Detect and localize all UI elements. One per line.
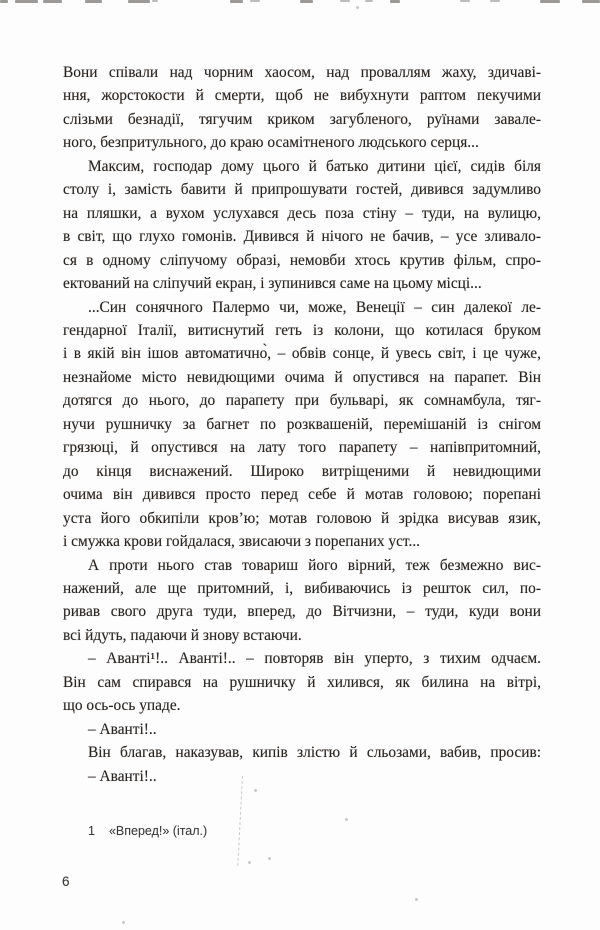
scan-artifact xyxy=(128,0,150,3)
text-line: ння, жорстокости й смерти, щоб не вибухнути раптом пекучими xyxy=(63,87,541,105)
text-line: дотягся до нього, до парапету при бульварі, як сомнамбула, тяг- xyxy=(63,392,541,410)
text-line: ся в одному сліпучому образі, немовби хтось крутив фільм, спро- xyxy=(63,251,541,269)
scan-artifact xyxy=(250,0,260,2)
dust-speck xyxy=(345,818,348,821)
text-line: – Аванті¹!.. Аванті!.. – повторяв він уперто, з тихим одчаєм. xyxy=(88,650,541,668)
dust-speck xyxy=(356,6,359,9)
text-line: очима він дивився просто перед себе й мотав головою; порепані xyxy=(63,486,541,504)
scan-artifact xyxy=(540,0,560,3)
text-line: Максим, господар дому цього й батько дитини цієї, сидів біля xyxy=(88,157,541,175)
text-line: ривав свого друга туди, вперед, до Вітчизни, – туди, куди вони xyxy=(63,603,541,621)
scan-artifact xyxy=(490,0,500,2)
scan-artifact xyxy=(0,0,8,3)
footnote-text: «Вперед!» (італ.) xyxy=(108,824,208,838)
text-line: гендарної Італії, витиснутий геть із колони, що котилася бруком xyxy=(63,321,541,339)
text-line: нажений, але ще притомний, і, вибиваючись із решток сил, по- xyxy=(63,579,541,597)
text-line: і в якій він ішов автоматично̀, – обвів сонце, й увесь світ, і це чуже, xyxy=(63,345,541,363)
text-line: грязюці, й опустився на лату того парапету – напівпритомний, xyxy=(63,439,541,457)
scan-artifact xyxy=(43,0,62,3)
scan-artifact xyxy=(152,0,158,2)
text-line: ...Син сонячного Палермо чи, може, Венеції – син далекої ле- xyxy=(88,298,541,316)
scan-artifact xyxy=(460,0,470,2)
body-text xyxy=(63,61,541,788)
scan-crease-artifact xyxy=(237,776,243,866)
text-line: нучи рушничку за багнет по розквашеній, перемішаній із снігом xyxy=(63,415,541,433)
scan-artifact xyxy=(365,0,373,2)
text-line: незнайоме місто невидющими очима й опустився на парапет. Він xyxy=(63,368,541,386)
text-line: А проти нього став товариш його вірний, теж безмежно вис- xyxy=(88,556,541,574)
footnote xyxy=(88,824,207,838)
scan-artifact xyxy=(390,0,400,3)
text-line: Він сам спирався на рушничку й хилився, як билина на вітрі, xyxy=(63,673,541,691)
scan-artifact xyxy=(582,0,600,3)
scan-artifact xyxy=(230,0,243,3)
text-line: слізьми безнадії, тягучим криком загубленого, руїнами завале- xyxy=(63,110,541,128)
text-line: до кінця виснажений. Широко витріщеними й невидющими xyxy=(63,462,541,480)
text-line: ектований на сліпучий екран, і зупинився саме на цьому місці... xyxy=(63,275,482,293)
dust-speck xyxy=(415,898,418,901)
page-number: 6 xyxy=(62,874,70,889)
scan-artifact xyxy=(85,0,102,3)
dust-speck xyxy=(248,861,251,864)
text-line: – Аванті!.. xyxy=(88,767,157,785)
scan-artifact xyxy=(300,0,313,3)
text-line: ного, безпритульного, до краю осамітненого людського серця... xyxy=(63,134,479,152)
scan-artifact xyxy=(15,0,38,3)
text-line: столу і, замість бавити й припрошувати гостей, дивився задумливо xyxy=(63,181,541,199)
footnote-marker: 1 xyxy=(88,824,95,838)
text-line: Він благав, наказував, кипів злістю й сльозами, вабив, просив: xyxy=(88,744,541,762)
dust-speck xyxy=(122,921,125,924)
text-line: всі йдуть, падаючи й знову встаючи. xyxy=(63,626,302,644)
text-line: в світ, що глухо гомонів. Дивився й нічого не бачив, – усе зливало- xyxy=(63,228,541,246)
text-line: – Аванті!.. xyxy=(88,720,157,738)
dust-speck xyxy=(254,789,257,792)
text-line: Вони співали над чорним хаосом, над проваллям жаху, здичаві- xyxy=(63,64,541,81)
dust-speck xyxy=(268,857,271,860)
text-line: і смужка крови гойдалася, звисаючи з порепаних уст... xyxy=(63,533,421,551)
text-line: уста його обкипіли кров’ю; мотав головою й зрідка висував язик, xyxy=(63,509,541,527)
scan-artifact xyxy=(340,0,350,2)
text-line: що ось-ось упаде. xyxy=(63,697,181,715)
text-line: на пляшки, а вухом услухався десь поза стіну – туди, на вулицю, xyxy=(63,204,541,222)
